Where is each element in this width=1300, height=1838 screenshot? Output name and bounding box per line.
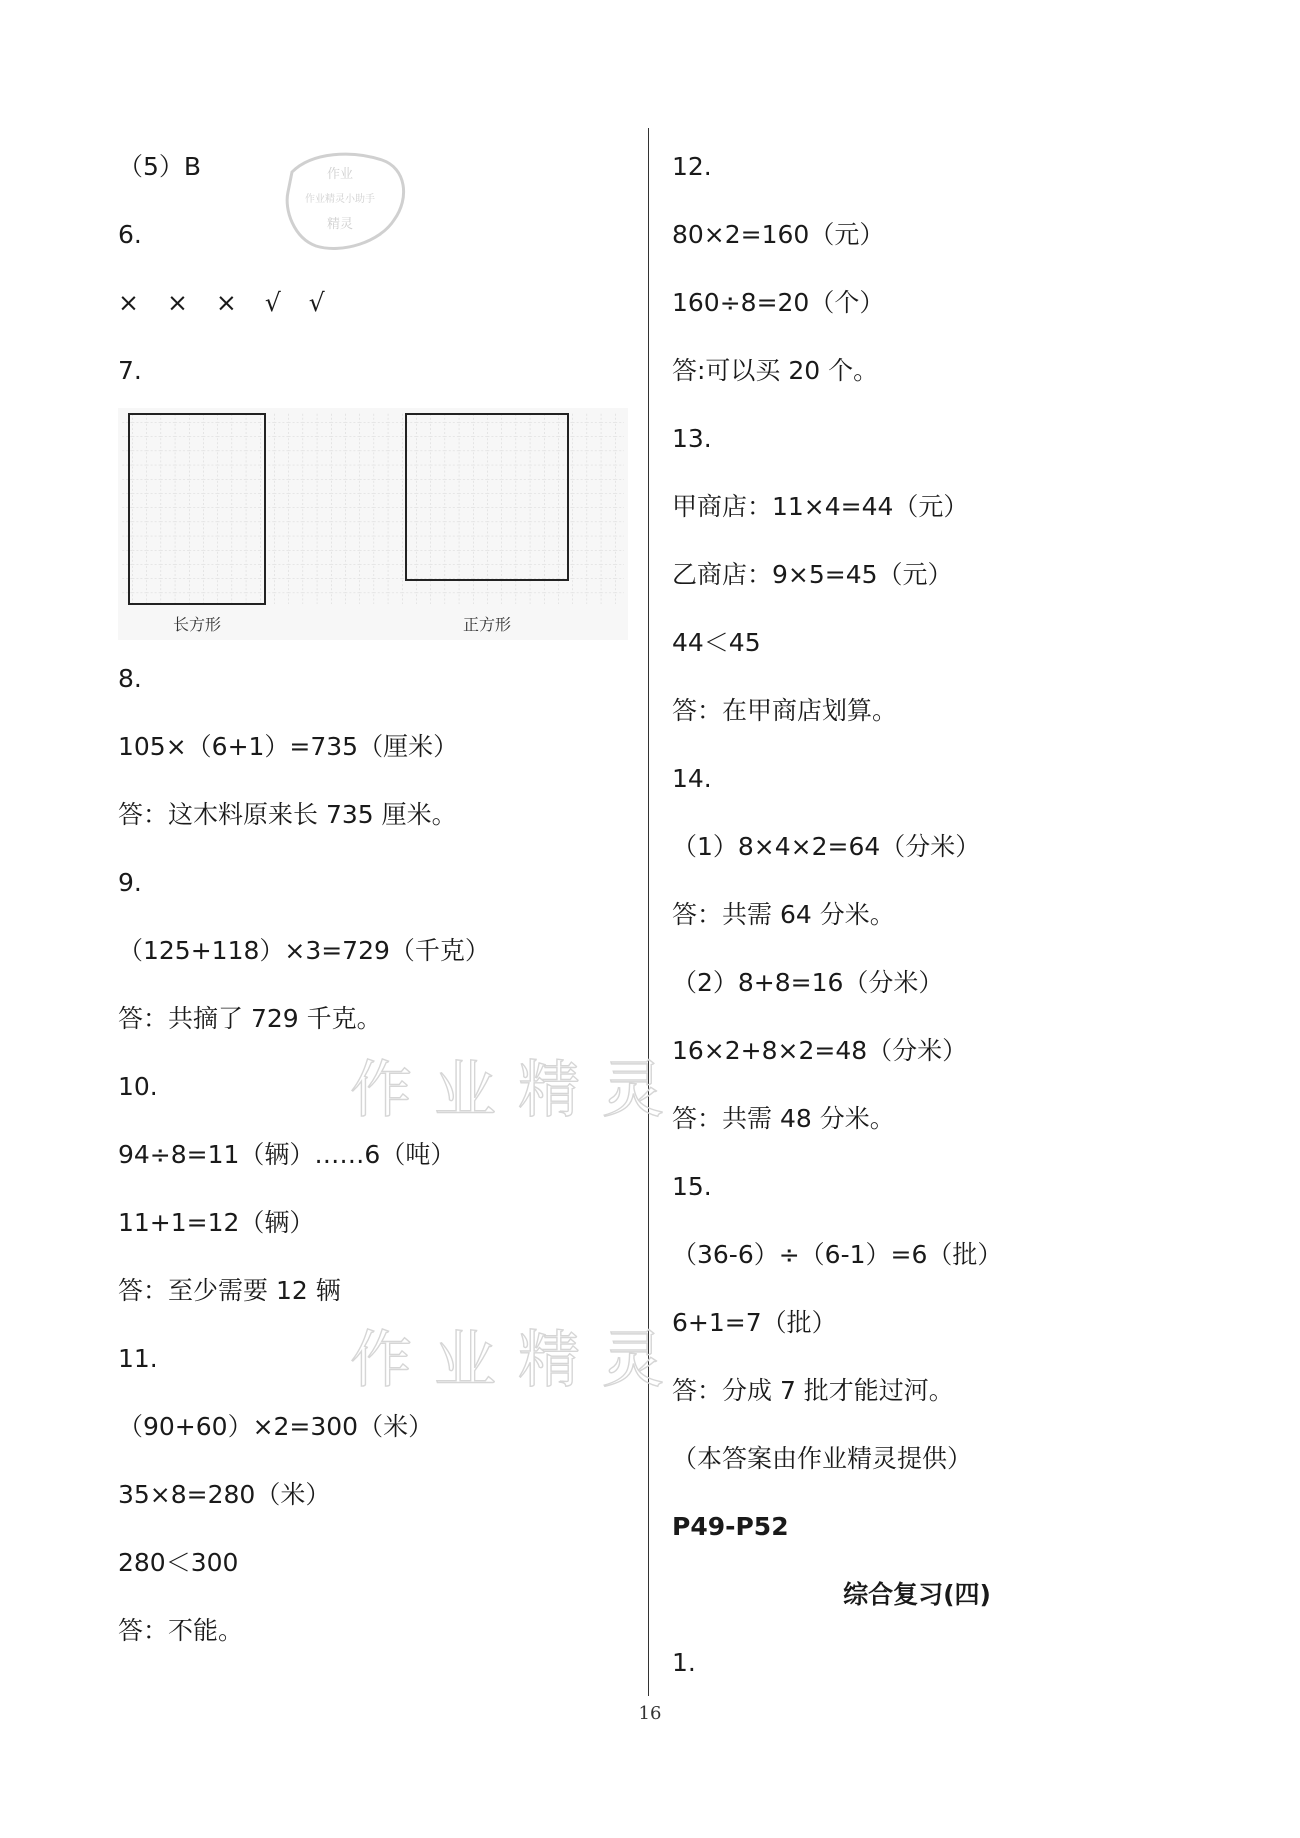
calc-q10-2: 11+1=12（辆） (118, 1208, 315, 1237)
calc-q13-1: 甲商店：11×4=44（元） (672, 492, 969, 521)
calc-q10-1: 94÷8=11（辆）……6（吨） (118, 1140, 456, 1169)
calc-q11-1: （90+60）×2=300（米） (118, 1412, 434, 1441)
calc-q9: （125+118）×3=729（千克） (118, 936, 490, 965)
calc-q15-2: 6+1=7（批） (672, 1308, 837, 1337)
question-number-1: 1. (672, 1648, 696, 1677)
question-number-12: 12. (672, 152, 712, 181)
answer-q10: 答：至少需要 12 辆 (118, 1276, 341, 1305)
compare-q13: 44＜45 (672, 628, 761, 657)
question-number-9: 9. (118, 868, 142, 897)
question-number-7: 7. (118, 356, 142, 385)
calc-q11-2: 35×8=280（米） (118, 1480, 331, 1509)
stamp-bottom-text: 精灵 (326, 217, 354, 232)
answer-q11: 答：不能。 (118, 1616, 244, 1645)
rectangle-label: 长方形 (172, 615, 222, 634)
compare-q11: 280＜300 (118, 1548, 239, 1577)
question-number-10: 10. (118, 1072, 158, 1101)
stamp-shape (282, 150, 410, 254)
mark-3: × (215, 288, 237, 317)
column-divider (648, 128, 649, 1696)
calc-q8: 105×（6+1）=735（厘米） (118, 732, 459, 761)
mark-1: × (118, 288, 139, 317)
question-number-15: 15. (672, 1172, 712, 1201)
calc-q12-2: 160÷8=20（个） (672, 288, 885, 317)
answer-q13: 答：在甲商店划算。 (672, 696, 898, 725)
question-number-14: 14. (672, 764, 712, 793)
answer-q14-2: 答：共需 48 分米。 (672, 1104, 895, 1133)
question-number-13: 13. (672, 424, 712, 453)
answer-q8: 答：这木料原来长 735 厘米。 (118, 800, 457, 829)
answer-q9: 答：共摘了 729 千克。 (118, 1004, 382, 1033)
calc-q14-2: 16×2+8×2=48（分米） (672, 1036, 968, 1065)
calc-q14-part1: （1）8×4×2=64（分米） (672, 832, 981, 861)
calc-q14-part2: （2）8+8=16（分米） (672, 968, 944, 997)
section-title: 综合复习(四) (843, 1580, 991, 1609)
answer-q14-1: 答：共需 64 分米。 (672, 900, 895, 929)
q7-grid-figure (118, 408, 628, 640)
mark-4: √ (264, 288, 281, 317)
watermark-text-2: 作业精灵 (350, 1323, 687, 1396)
page-number: 16 (638, 1703, 662, 1724)
stamp-watermark (282, 150, 410, 254)
question-number-11: 11. (118, 1344, 158, 1373)
grid-drawing (118, 408, 628, 640)
answer-q5-b: （5）B (118, 152, 202, 181)
mark-5: √ (308, 288, 325, 317)
watermark-text-1: 作业精灵 (350, 1053, 687, 1126)
question-number-8: 8. (118, 664, 142, 693)
answer-q15: 答：分成 7 批才能过河。 (672, 1376, 954, 1405)
stamp-top-text: 作业 (326, 167, 354, 182)
question-number-6: 6. (118, 220, 142, 249)
mark-2: × (166, 288, 188, 317)
calc-q12-1: 80×2=160（元） (672, 220, 885, 249)
page-range-heading: P49-P52 (672, 1512, 789, 1541)
calc-q15-1: （36-6）÷（6-1）=6（批） (672, 1240, 1003, 1269)
calc-q13-2: 乙商店：9×5=45（元） (672, 560, 953, 589)
square-label: 正方形 (462, 615, 512, 634)
answer-q12: 答:可以买 20 个。 (672, 356, 879, 385)
stamp-middle-text: 作业精灵小助手 (305, 194, 375, 205)
answer-credit: （本答案由作业精灵提供） (672, 1444, 973, 1473)
answer-q6-marks (118, 286, 325, 320)
grid-lines (122, 412, 624, 604)
